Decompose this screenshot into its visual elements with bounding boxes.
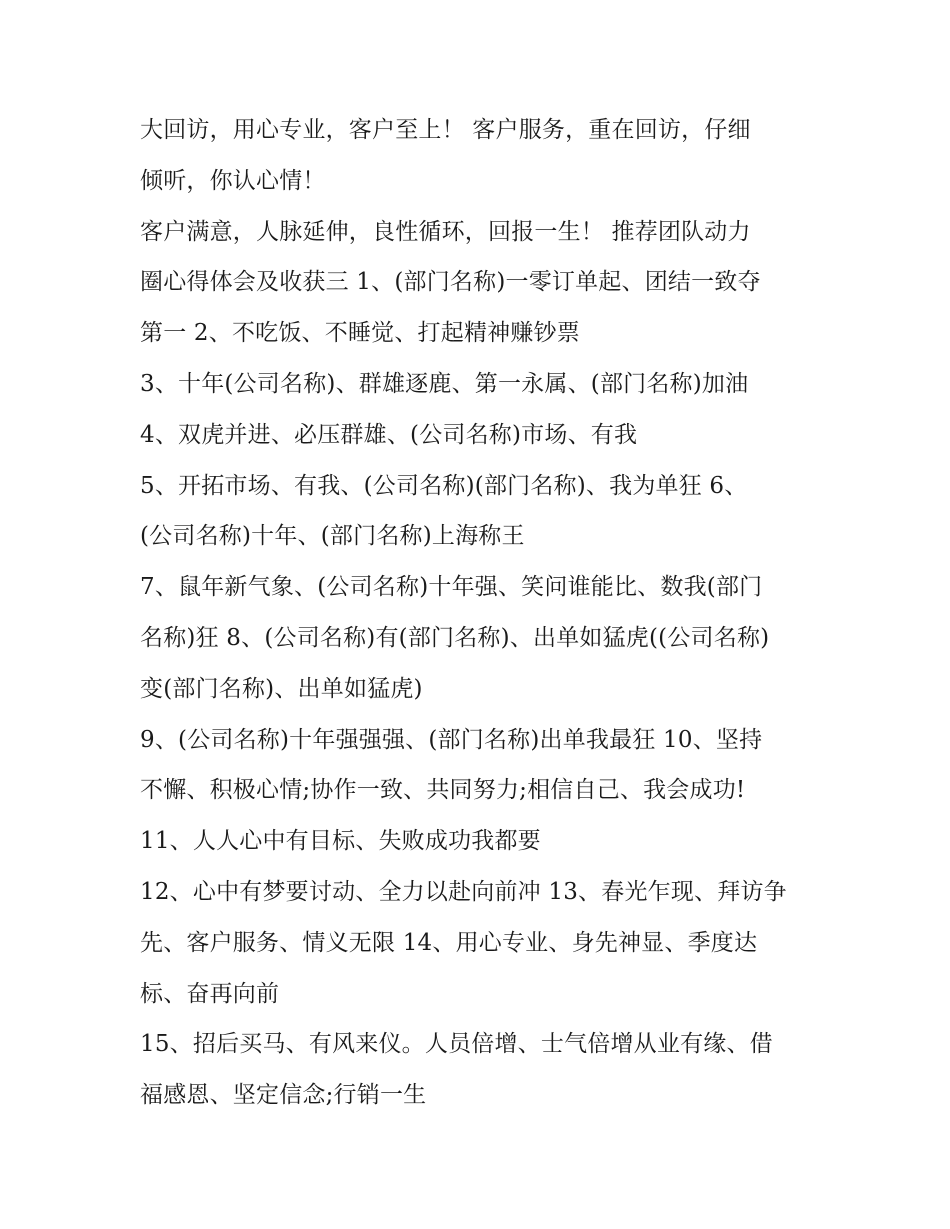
text-line: 4、双虎并进、必压群雄、(公司名称)市场、有我 [140, 421, 638, 448]
text-line: 9、(公司名称)十年强强强、(部门名称)出单我最狂 10、坚持 [140, 726, 763, 753]
document-body [140, 105, 820, 1121]
text-line: 3、十年(公司名称)、群雄逐鹿、第一永属、(部门名称)加油 [140, 370, 749, 397]
text-line: 客户满意，人脉延伸，良性循环，回报一生！ 推荐团队动力 [140, 218, 751, 245]
text-line: 15、招后买马、有风来仪。人员倍增、士气倍增从业有缘、借 [140, 1031, 773, 1058]
text-line: 11、人人心中有目标、失败成功我都要 [140, 828, 541, 855]
text-line: 不懈、积极心情;协作一致、共同努力;相信自己、我会成功! [140, 777, 746, 804]
text-line: 5、开拓市场、有我、(公司名称)(部门名称)、我为单狂 6、 [140, 472, 748, 499]
text-line: (公司名称)十年、(部门名称)上海称王 [140, 523, 525, 550]
text-line: 变(部门名称)、出单如猛虎) [140, 675, 423, 702]
text-line: 大回访，用心专业，客户至上！ 客户服务，重在回访，仔细 [140, 117, 751, 143]
text-line: 福感恩、坚定信念;行销一生 [140, 1082, 427, 1109]
text-line: 12、心中有梦要讨动、全力以赴向前冲 13、春光乍现、拜访争 [140, 878, 787, 905]
text-line: 名称)狂 8、(公司名称)有(部门名称)、出单如猛虎((公司名称) [140, 624, 770, 651]
text-line: 7、鼠年新气象、(公司名称)十年强、笑问谁能比、数我(部门 [140, 574, 763, 601]
text-line: 第一 2、不吃饭、不睡觉、打起精神赚钞票 [140, 320, 580, 347]
text-line: 圈心得体会及收获三 1、(部门名称)一零订单起、团结一致夺 [140, 269, 761, 296]
text-line: 标、奋再向前 [140, 980, 280, 1007]
text-line: 先、客户服务、情义无限 14、用心专业、身先神显、季度达 [140, 929, 758, 956]
text-line: 倾听，你认心情！ [140, 167, 326, 194]
